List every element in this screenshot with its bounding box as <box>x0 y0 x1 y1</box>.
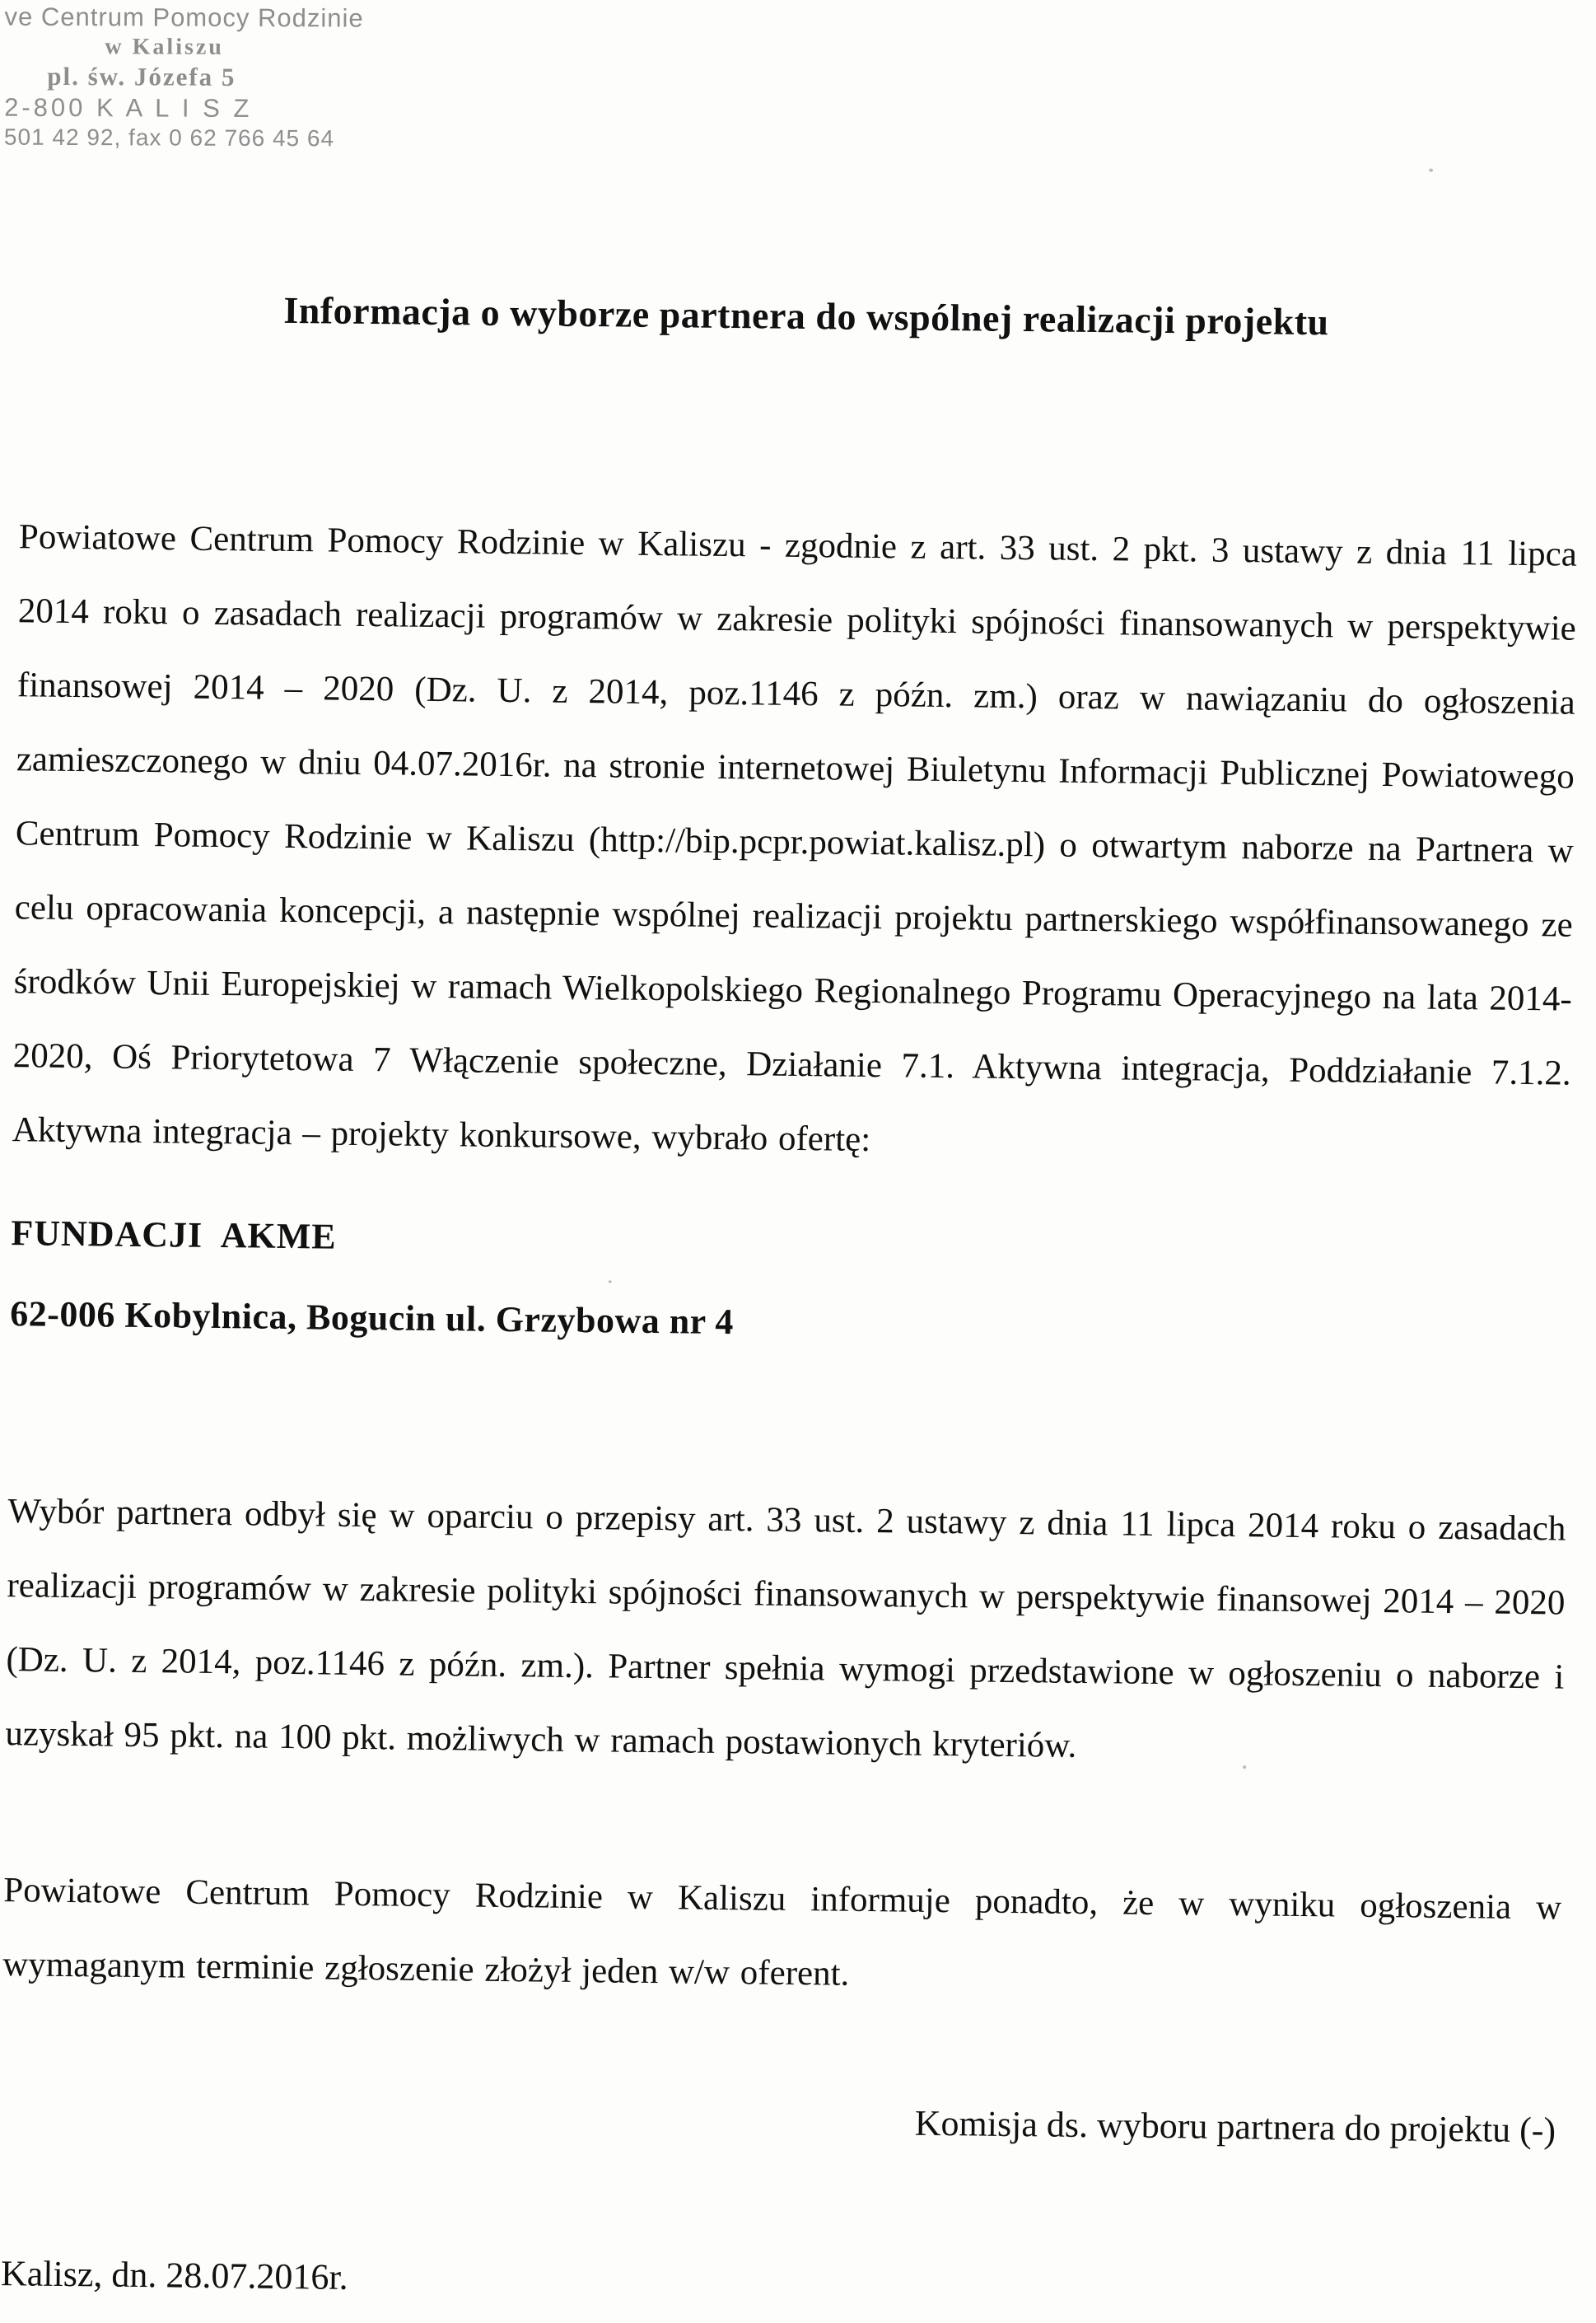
scan-speck <box>609 1280 612 1283</box>
stamp-org-name: ve Centrum Pomocy Rodzinie <box>4 2 364 33</box>
selected-partner-address: 62-006 Kobylnica, Bogucin ul. Grzybowa nr 4 <box>9 1293 735 1343</box>
document-title: Informacja o wyborze partnera do wspólnej realizacji projektu <box>283 288 1329 344</box>
stamp-phone-fax: 501 42 92, fax 0 62 766 45 64 <box>3 124 335 152</box>
selected-partner-name: FUNDACJI AKME <box>11 1213 337 1257</box>
scan-speck <box>1243 1765 1246 1769</box>
paragraph-single-offer-note: Powiatowe Centrum Pomocy Rodzinie w Kaliszu informuje ponadto, że w wyniku ogłoszenia w wymaganym terminie zgłoszenie złożył jeden w/w oferent. <box>2 1871 1562 1993</box>
signature-committee: Komisja ds. wyboru partnera do projektu (-) <box>914 2102 1556 2151</box>
paragraph-selection-basis: Powiatowe Centrum Pomocy Rodzinie w Kaliszu - zgodnie z art. 33 ust. 2 pkt. 3 ustawy z dnia 11 lipca 2014 roku o zasadach realizacji programów w zakresie polityki spójności finansowanych w perspektywie finansowej 2014 – 2020 (Dz. U. z 2014, poz.1146 z późn. zm.) oraz w nawiązaniu do ogłoszenia zamieszczonego w dniu 04.07.2016r. na stronie internetowej Biuletynu Informacji Publicznej Powiatowego Centrum Pomocy Rodzinie w Kaliszu (http://bip.pcpr.powiat.kalisz.pl) o otwartym naborze na Partnera w celu opracowania koncepcji, a następnie wspólnej realizacji projektu partnerskiego współfinansowanego ze środków Unii Europejskiej w ramach Wielkopolskiego Regionalnego Programu Operacyjnego na lata 2014-2020, Oś Priorytetowa 7 Włączenie społeczne, Działanie 7.1. Aktywna integracja, Poddziałanie 7.1.2. Aktywna integracja – projekty konkursowe, wybrało ofertę: <box>12 517 1578 1160</box>
stamp-city: w Kaliszu <box>105 34 224 60</box>
scan-speck <box>1429 169 1433 172</box>
paragraph-evaluation-result: Wybór partnera odbył się w oparciu o przepisy art. 33 ust. 2 ustawy z dnia 11 lipca 2014 roku o zasadach realizacji programów w zakresie polityki spójności finansowanych w perspektywie finansowej 2014 – 2020 (Dz. U. z 2014, poz.1146 z późn. zm.). Partner spełnia wymogi przedstawione w ogłoszeniu o naborze i uzyskał 95 pkt. na 100 pkt. możliwych w ramach postawionych kryteriów. <box>5 1492 1566 1765</box>
office-stamp <box>4 2 400 152</box>
stamp-postal-code: 2-800 K A L I S Z <box>4 92 253 123</box>
place-and-date: Kalisz, dn. 28.07.2016r. <box>0 2253 348 2297</box>
stamp-street: pl. św. Józefa 5 <box>47 61 236 91</box>
